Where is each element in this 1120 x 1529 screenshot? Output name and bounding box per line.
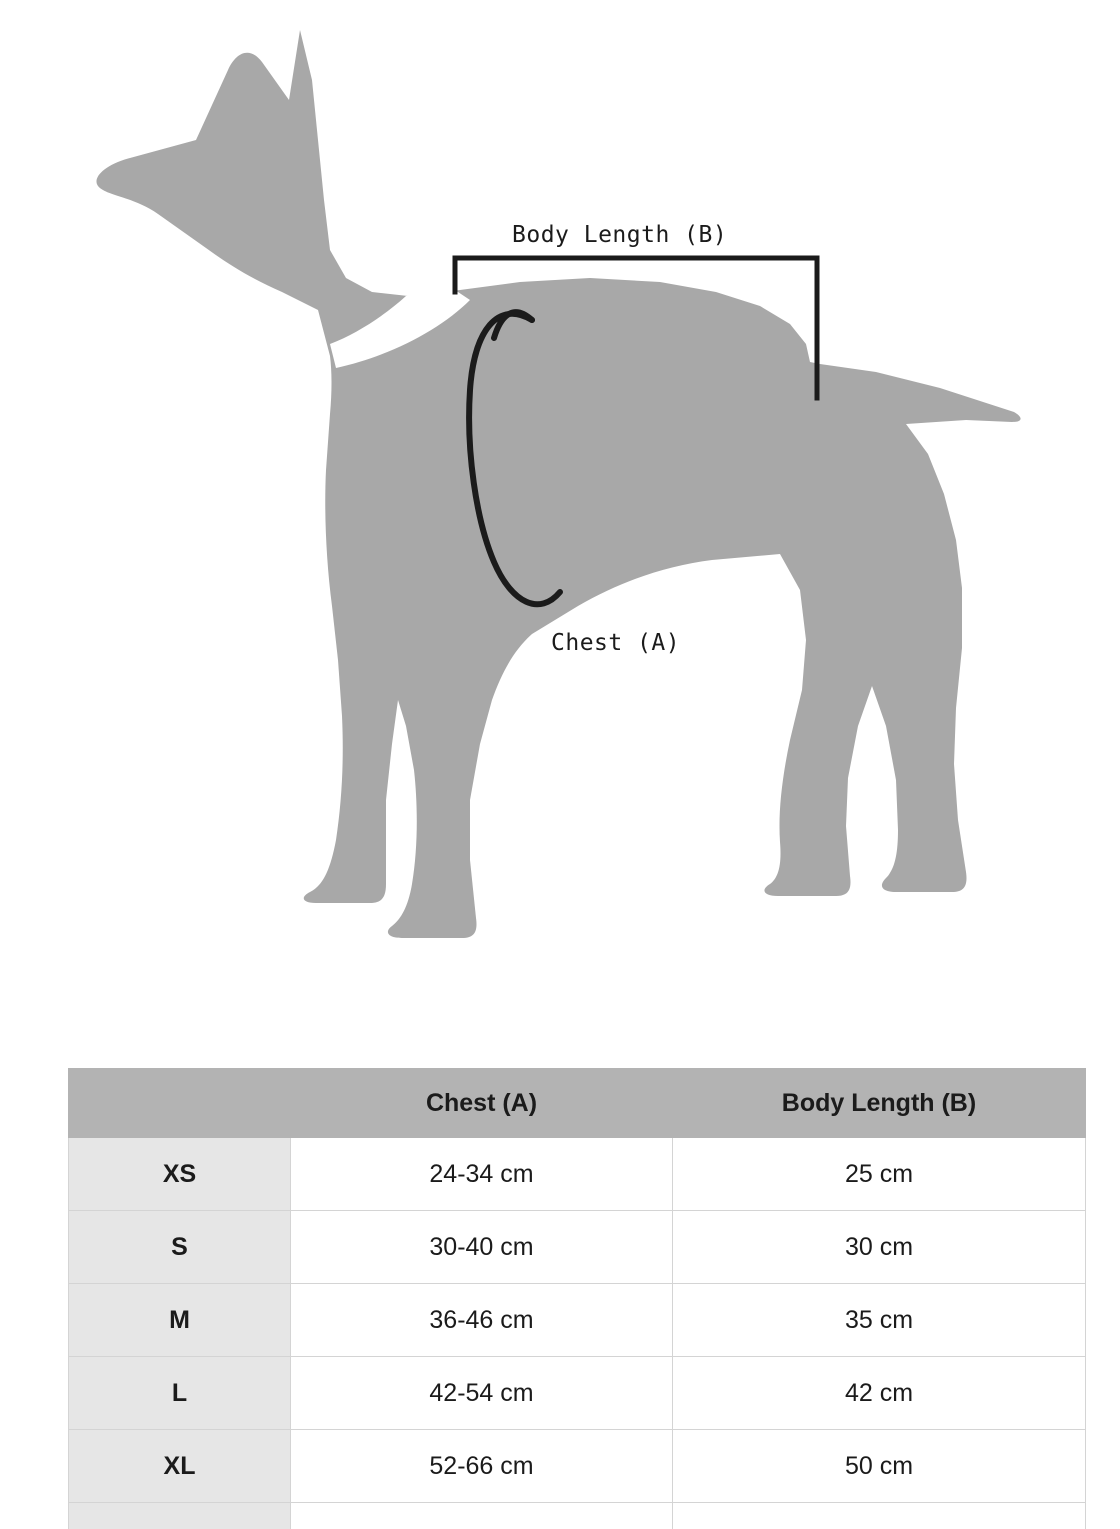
chest-value: 42-54 cm: [291, 1357, 673, 1430]
chest-value-empty: [291, 1503, 673, 1529]
size-label: XL: [69, 1430, 291, 1503]
body-length-value: 25 cm: [673, 1138, 1086, 1211]
chest-value: 36-46 cm: [291, 1284, 673, 1357]
table-row: [69, 1430, 1086, 1503]
table-row: [69, 1211, 1086, 1284]
body-length-value: 35 cm: [673, 1284, 1086, 1357]
table-header-row: [69, 1069, 1086, 1138]
size-chart-table-container: [68, 1068, 1085, 1529]
column-header-body-length: Body Length (B): [673, 1069, 1086, 1138]
chest-label: Chest (A): [551, 630, 680, 656]
size-chart-table: [68, 1068, 1086, 1529]
table-row: [69, 1284, 1086, 1357]
size-label: XS: [69, 1138, 291, 1211]
column-header-chest: Chest (A): [291, 1069, 673, 1138]
table-row: [69, 1138, 1086, 1211]
column-header-size: [69, 1069, 291, 1138]
size-label-empty: [69, 1503, 291, 1529]
table-row: [69, 1357, 1086, 1430]
body-length-label: Body Length (B): [512, 222, 727, 248]
body-length-value: 30 cm: [673, 1211, 1086, 1284]
chest-value: 24-34 cm: [291, 1138, 673, 1211]
body-length-value-empty: [673, 1503, 1086, 1529]
chest-value: 30-40 cm: [291, 1211, 673, 1284]
body-length-value: 42 cm: [673, 1357, 1086, 1430]
body-length-value: 50 cm: [673, 1430, 1086, 1503]
size-label: S: [69, 1211, 291, 1284]
size-label: M: [69, 1284, 291, 1357]
table-row-partial: [69, 1503, 1086, 1529]
size-label: L: [69, 1357, 291, 1430]
chest-value: 52-66 cm: [291, 1430, 673, 1503]
